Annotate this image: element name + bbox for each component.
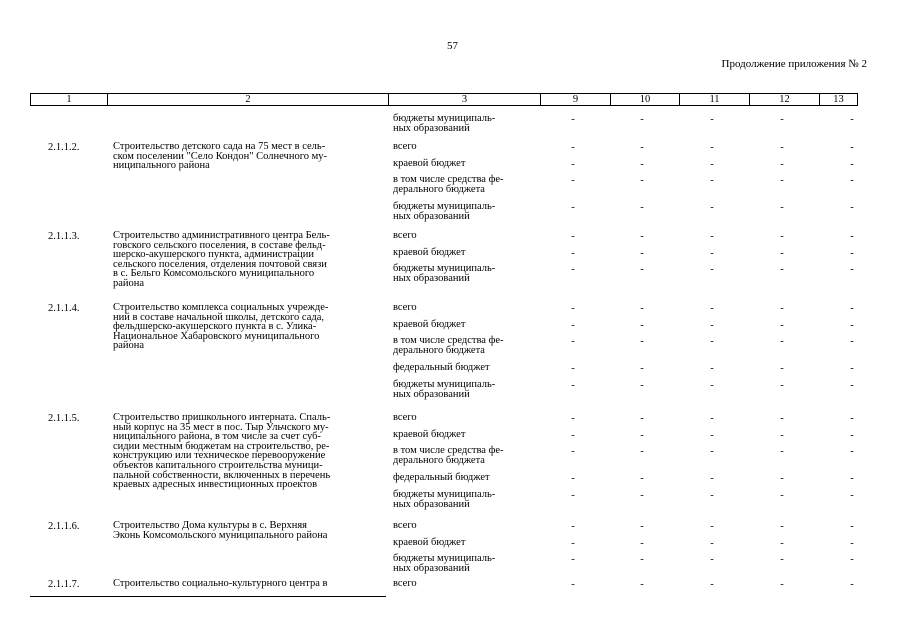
value-cell: -	[640, 114, 644, 125]
value-cell: -	[710, 554, 714, 565]
value-cell: -	[710, 446, 714, 457]
value-cell: -	[640, 413, 644, 424]
funding-source-label: бюджеты муниципаль- ных образований	[393, 263, 496, 284]
header-col-11: 11	[679, 94, 749, 105]
value-cell: -	[710, 380, 714, 391]
value-cell: -	[850, 490, 854, 501]
value-cell: -	[710, 202, 714, 213]
funding-source-label: краевой бюджет	[393, 537, 466, 548]
value-cell: -	[571, 175, 575, 186]
value-cell: -	[710, 320, 714, 331]
funding-source-label: всего	[393, 412, 417, 423]
value-cell: -	[571, 363, 575, 374]
value-cell: -	[780, 538, 784, 549]
value-cell: -	[780, 248, 784, 259]
value-cell: -	[571, 202, 575, 213]
value-cell: -	[640, 336, 644, 347]
value-cell: -	[640, 579, 644, 590]
funding-source-label: в том числе средства фе- дерального бюджета	[393, 335, 504, 356]
value-cell: -	[850, 142, 854, 153]
value-cell: -	[640, 231, 644, 242]
value-cell: -	[780, 159, 784, 170]
value-cell: -	[850, 175, 854, 186]
value-cell: -	[571, 446, 575, 457]
value-cell: -	[640, 554, 644, 565]
value-cell: -	[571, 490, 575, 501]
header-col-13: 13	[819, 94, 857, 105]
funding-source-label: в том числе средства фе- дерального бюджета	[393, 445, 504, 466]
funding-source-label: краевой бюджет	[393, 429, 466, 440]
value-cell: -	[850, 303, 854, 314]
value-cell: -	[780, 579, 784, 590]
value-cell: -	[850, 446, 854, 457]
value-cell: -	[571, 159, 575, 170]
value-cell: -	[780, 554, 784, 565]
bottom-rule	[30, 596, 386, 597]
value-cell: -	[710, 336, 714, 347]
funding-source-label: бюджеты муниципаль- ных образований	[393, 379, 496, 400]
value-cell: -	[571, 430, 575, 441]
row-name: Строительство социально-культурного центра в	[113, 578, 328, 589]
value-cell: -	[640, 430, 644, 441]
value-cell: -	[710, 142, 714, 153]
funding-source-label: федеральный бюджет	[393, 472, 490, 483]
value-cell: -	[571, 320, 575, 331]
funding-source-label: всего	[393, 578, 417, 589]
value-cell: -	[640, 446, 644, 457]
value-cell: -	[710, 248, 714, 259]
value-cell: -	[571, 231, 575, 242]
value-cell: -	[780, 175, 784, 186]
row-number: 2.1.1.6.	[48, 521, 80, 532]
appendix-note: Продолжение приложения № 2	[721, 58, 867, 70]
funding-source-label: всего	[393, 302, 417, 313]
funding-source-label: федеральный бюджет	[393, 362, 490, 373]
value-cell: -	[640, 490, 644, 501]
value-cell: -	[710, 231, 714, 242]
value-cell: -	[850, 248, 854, 259]
value-cell: -	[571, 413, 575, 424]
value-cell: -	[710, 175, 714, 186]
value-cell: -	[850, 363, 854, 374]
row-name: Строительство детского сада на 75 мест в сель- ском поселении "Село Кондон" Солнечного му- ниципального района	[113, 141, 328, 172]
value-cell: -	[571, 336, 575, 347]
value-cell: -	[710, 579, 714, 590]
row-number: 2.1.1.5.	[48, 413, 80, 424]
header-col-9: 9	[540, 94, 610, 105]
value-cell: -	[780, 114, 784, 125]
row-number: 2.1.1.2.	[48, 142, 80, 153]
value-cell: -	[640, 380, 644, 391]
value-cell: -	[640, 142, 644, 153]
value-cell: -	[710, 114, 714, 125]
value-cell: -	[571, 473, 575, 484]
value-cell: -	[640, 264, 644, 275]
value-cell: -	[710, 159, 714, 170]
value-cell: -	[571, 579, 575, 590]
value-cell: -	[571, 264, 575, 275]
value-cell: -	[640, 159, 644, 170]
value-cell: -	[780, 380, 784, 391]
header-col-2: 2	[107, 94, 388, 105]
value-cell: -	[780, 202, 784, 213]
value-cell: -	[850, 521, 854, 532]
funding-source-label: всего	[393, 230, 417, 241]
funding-source-label: бюджеты муниципаль- ных образований	[393, 553, 496, 574]
funding-source-label: краевой бюджет	[393, 158, 466, 169]
value-cell: -	[571, 248, 575, 259]
value-cell: -	[850, 579, 854, 590]
value-cell: -	[571, 142, 575, 153]
value-cell: -	[780, 521, 784, 532]
funding-source-label: бюджеты муниципаль- ных образований	[393, 113, 496, 134]
value-cell: -	[571, 303, 575, 314]
value-cell: -	[571, 538, 575, 549]
funding-source-label: бюджеты муниципаль- ных образований	[393, 201, 496, 222]
value-cell: -	[850, 413, 854, 424]
header-col-1: 1	[66, 94, 72, 105]
value-cell: -	[780, 336, 784, 347]
value-cell: -	[571, 521, 575, 532]
value-cell: -	[850, 114, 854, 125]
value-cell: -	[850, 430, 854, 441]
header-col-3: 3	[388, 94, 540, 105]
funding-source-label: в том числе средства фе- дерального бюджета	[393, 174, 504, 195]
value-cell: -	[710, 473, 714, 484]
header-col-10: 10	[610, 94, 679, 105]
funding-source-label: всего	[393, 141, 417, 152]
funding-source-label: краевой бюджет	[393, 247, 466, 258]
row-name: Строительство комплекса социальных учрежде- ний в составе начальной школы, детского сада, фельдшерско-акушерского пункта в с. Улика- Национальное Хабаровского муниципального района	[113, 302, 329, 352]
value-cell: -	[850, 380, 854, 391]
value-cell: -	[850, 231, 854, 242]
value-cell: -	[780, 430, 784, 441]
value-cell: -	[780, 446, 784, 457]
row-name: Строительство пришкольного интерната. Спаль- ный корпус на 35 мест в пос. Тыр Ульчского му- ниципального района, в том числе за счет суб- сидии местным бюджетам на строительство, ре- конструкцию или техническое перевооружение объектов капитального строительства муници- пальной собственности, включенных в перечень краевых адресных инвестиционных проектов	[113, 412, 331, 491]
value-cell: -	[850, 554, 854, 565]
value-cell: -	[640, 175, 644, 186]
value-cell: -	[710, 303, 714, 314]
value-cell: -	[640, 538, 644, 549]
value-cell: -	[640, 303, 644, 314]
funding-source-label: краевой бюджет	[393, 319, 466, 330]
value-cell: -	[850, 320, 854, 331]
funding-source-label: бюджеты муниципаль- ных образований	[393, 489, 496, 510]
value-cell: -	[640, 521, 644, 532]
header-col-12: 12	[749, 94, 819, 105]
value-cell: -	[780, 413, 784, 424]
table-header	[30, 93, 858, 106]
row-number: 2.1.1.7.	[48, 579, 80, 590]
value-cell: -	[780, 142, 784, 153]
value-cell: -	[640, 320, 644, 331]
page-number: 57	[447, 40, 458, 52]
funding-source-label: всего	[393, 520, 417, 531]
value-cell: -	[640, 363, 644, 374]
value-cell: -	[780, 303, 784, 314]
row-name: Строительство административного центра Бель- говского сельского поселения, в составе фельд- шерско-акушерского пункта, администрации сельского поселения, отделения почтовой связи в с. Бельго Комсомольского муниципального района	[113, 230, 330, 289]
value-cell: -	[710, 430, 714, 441]
value-cell: -	[850, 538, 854, 549]
value-cell: -	[710, 363, 714, 374]
value-cell: -	[571, 554, 575, 565]
value-cell: -	[850, 336, 854, 347]
row-name: Строительство Дома культуры в с. Верхняя Эконь Комсомольского муниципального района	[113, 520, 328, 541]
value-cell: -	[780, 473, 784, 484]
value-cell: -	[850, 264, 854, 275]
value-cell: -	[780, 363, 784, 374]
value-cell: -	[710, 538, 714, 549]
value-cell: -	[710, 490, 714, 501]
value-cell: -	[850, 202, 854, 213]
value-cell: -	[780, 490, 784, 501]
value-cell: -	[640, 248, 644, 259]
value-cell: -	[571, 380, 575, 391]
value-cell: -	[710, 264, 714, 275]
value-cell: -	[780, 264, 784, 275]
row-number: 2.1.1.3.	[48, 231, 80, 242]
value-cell: -	[640, 473, 644, 484]
value-cell: -	[710, 521, 714, 532]
value-cell: -	[571, 114, 575, 125]
value-cell: -	[710, 413, 714, 424]
value-cell: -	[780, 231, 784, 242]
value-cell: -	[780, 320, 784, 331]
row-number: 2.1.1.4.	[48, 303, 80, 314]
value-cell: -	[640, 202, 644, 213]
value-cell: -	[850, 159, 854, 170]
value-cell: -	[850, 473, 854, 484]
